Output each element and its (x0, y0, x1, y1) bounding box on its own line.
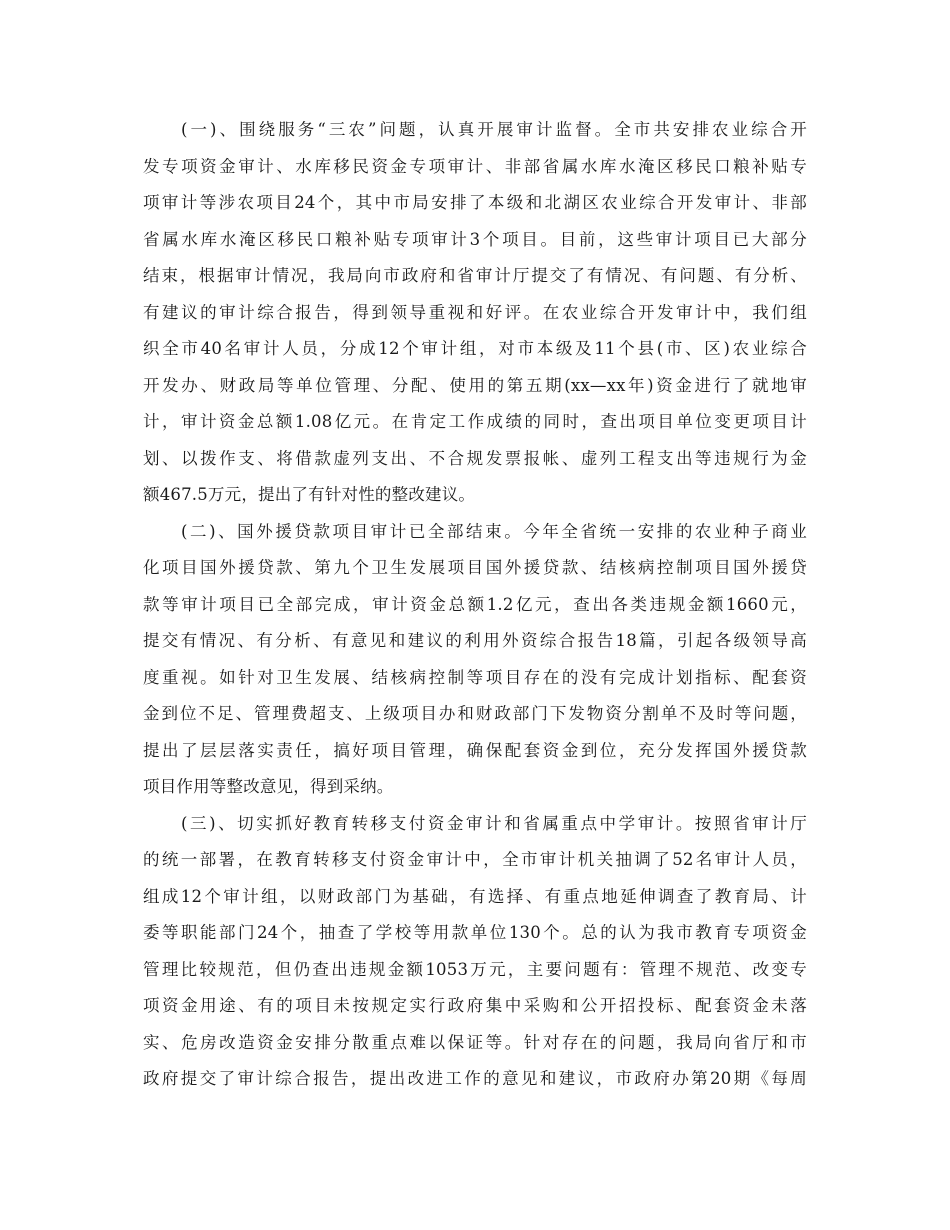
text-line: 度重视。如针对卫生发展、结核病控制等项目存在的没有完成计划指标、配套资 (143, 667, 807, 687)
text-line: (三)、切实抓好教育转移支付资金审计和省属重点中学审计。按照省审计厅 (181, 813, 807, 833)
paragraph-agriculture-audit (143, 112, 807, 514)
document-body (143, 112, 807, 1098)
text-line: (一)、围绕服务“三农”问题，认真开展审计监督。全市共安排农业综合开 (181, 120, 807, 139)
text-line: 有建议的审计综合报告，得到领导重视和好评。在农业综合开发审计中，我们组 (143, 302, 807, 322)
text-line: 提交有情况、有分析、有意见和建议的利用外资综合报告18篇，引起各级领导高 (143, 631, 807, 650)
text-line: 实、危房改造资金安排分散重点难以保证等。针对存在的问题，我局向省厅和市 (143, 1032, 807, 1052)
text-line: 结束，根据审计情况，我局向市政府和省审计厅提交了有情况、有问题、有分析、 (143, 266, 807, 285)
text-line: 发专项资金审计、水库移民资金专项审计、非部省属水库水淹区移民口粮补贴专 (143, 156, 807, 176)
text-line: 项审计等涉农项目24个，其中市局安排了本级和北湖区农业综合开发审计、非部 (143, 193, 807, 212)
text-line: 开发办、财政局等单位管理、分配、使用的第五期(xx—xx年)资金进行了就地审 (143, 375, 807, 395)
text-line: 织全市40名审计人员，分成12个审计组，对市本级及11个县(市、区)农业综合 (143, 339, 807, 358)
paragraph-education-audit (143, 806, 807, 1098)
text-line: 金到位不足、管理费超支、上级项目办和财政部门下发物资分割单不及时等问题， (143, 704, 807, 723)
text-line: 款等审计项目已全部完成，审计资金总额1.2亿元，查出各类违规金额1660元， (143, 594, 807, 614)
text-line: (二)、国外援贷款项目审计已全部结束。今年全省统一安排的农业种子商业 (181, 521, 807, 541)
text-line: 计，审计资金总额1.08亿元。在肯定工作成绩的同时，查出项目单位变更项目计 (143, 412, 807, 431)
text-line: 组成12个审计组，以财政部门为基础，有选择、有重点地延伸调查了教育局、计 (143, 886, 807, 906)
text-line: 项资金用途、有的项目未按规定实行政府集中采购和公开招投标、配套资金未落 (143, 996, 807, 1015)
paragraph-foreign-loan-audit (143, 514, 807, 806)
text-line: 政府提交了审计综合报告，提出改进工作的意见和建议，市政府办第20期《每周 (143, 1069, 807, 1088)
text-line: 的统一部署，在教育转移支付资金审计中，全市审计机关抽调了52名审计人员， (143, 850, 807, 869)
text-line: 化项目国外援贷款、第九个卫生发展项目国外援贷款、结核病控制项目国外援贷 (143, 558, 807, 577)
text-line: 额467.5万元，提出了有针对性的整改建议。 (143, 485, 476, 504)
text-line: 提出了层层落实责任，搞好项目管理，确保配套资金到位，充分发挥国外援贷款 (143, 740, 807, 760)
text-line: 省属水库水淹区移民口粮补贴专项审计3个项目。目前，这些审计项目已大部分 (143, 229, 807, 249)
text-line: 项目作用等整改意见，得到采纳。 (143, 777, 394, 796)
text-line: 委等职能部门24个，抽查了学校等用款单位130个。总的认为我市教育专项资金 (143, 923, 807, 942)
text-line: 划、以拨作支、将借款虚列支出、不合规发票报帐、虚列工程支出等违规行为金 (143, 448, 807, 468)
text-line: 管理比较规范，但仍查出违规金额1053万元，主要问题有：管理不规范、改变专 (143, 959, 807, 979)
